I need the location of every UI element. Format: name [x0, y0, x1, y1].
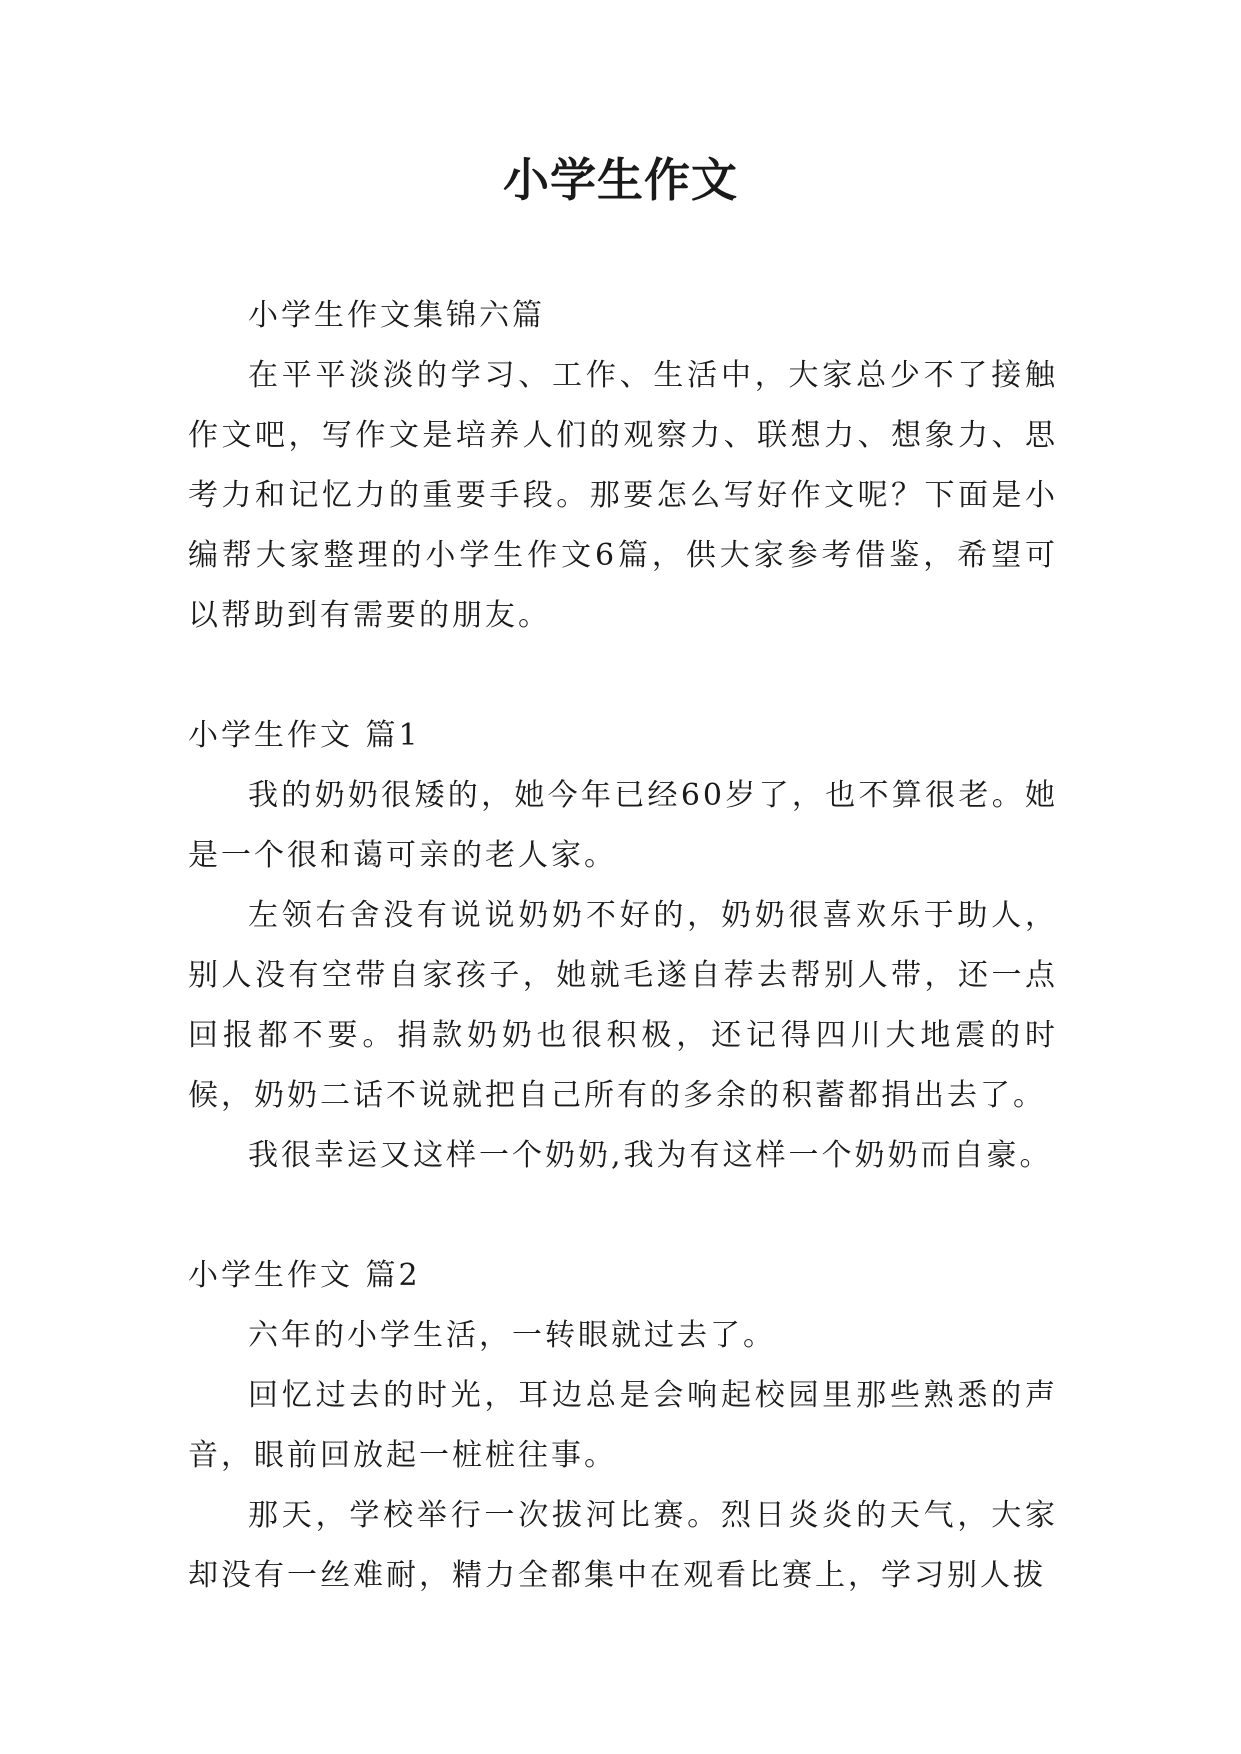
essay-1-paragraph-3: 我很幸运又这样一个奶奶,我为有这样一个奶奶而自豪。 [248, 1138, 1053, 1173]
essay-1-paragraph-2: 左领右舍没有说说奶奶不好的，奶奶很喜欢乐于助人，别人没有空带自家孩子，她就毛遂自荐去帮别人带，还一点回报都不要。捐款奶奶也很积极，还记得四川大地震的时候，奶奶二话不说就把自己所有的多余的积蓄都捐出去了。 [188, 898, 1058, 1113]
essay-1-paragraph-1: 我的奶奶很矮的，她今年已经60岁了，也不算很老。她是一个很和蔼可亲的老人家。 [188, 778, 1058, 873]
document-body [188, 286, 1058, 1606]
document-title: 小学生作文 [503, 153, 738, 207]
essay-1-heading: 小学生作文 篇1 [188, 718, 421, 753]
section-gap [188, 1186, 1058, 1246]
essay-2-heading: 小学生作文 篇2 [188, 1258, 421, 1293]
essay-2-paragraph-1: 六年的小学生活，一转眼就过去了。 [248, 1318, 776, 1353]
essay-2-paragraph-2: 回忆过去的时光，耳边总是会响起校园里那些熟悉的声音，眼前回放起一桩桩往事。 [188, 1378, 1058, 1473]
intro-paragraph: 在平平淡淡的学习、工作、生活中，大家总少不了接触作文吧，写作文是培养人们的观察力、联想力、想象力、思考力和记忆力的重要手段。那要怎么写好作文呢？下面是小编帮大家整理的小学生作文6篇，供大家参考借鉴，希望可以帮助到有需要的朋友。 [188, 358, 1058, 633]
intro-subtitle: 小学生作文集锦六篇 [248, 298, 545, 333]
section-gap [188, 646, 1058, 706]
essay-2-paragraph-3: 那天，学校举行一次拔河比赛。烈日炎炎的天气，大家却没有一丝难耐，精力全都集中在观看比赛上，学习别人拔 [188, 1498, 1058, 1593]
